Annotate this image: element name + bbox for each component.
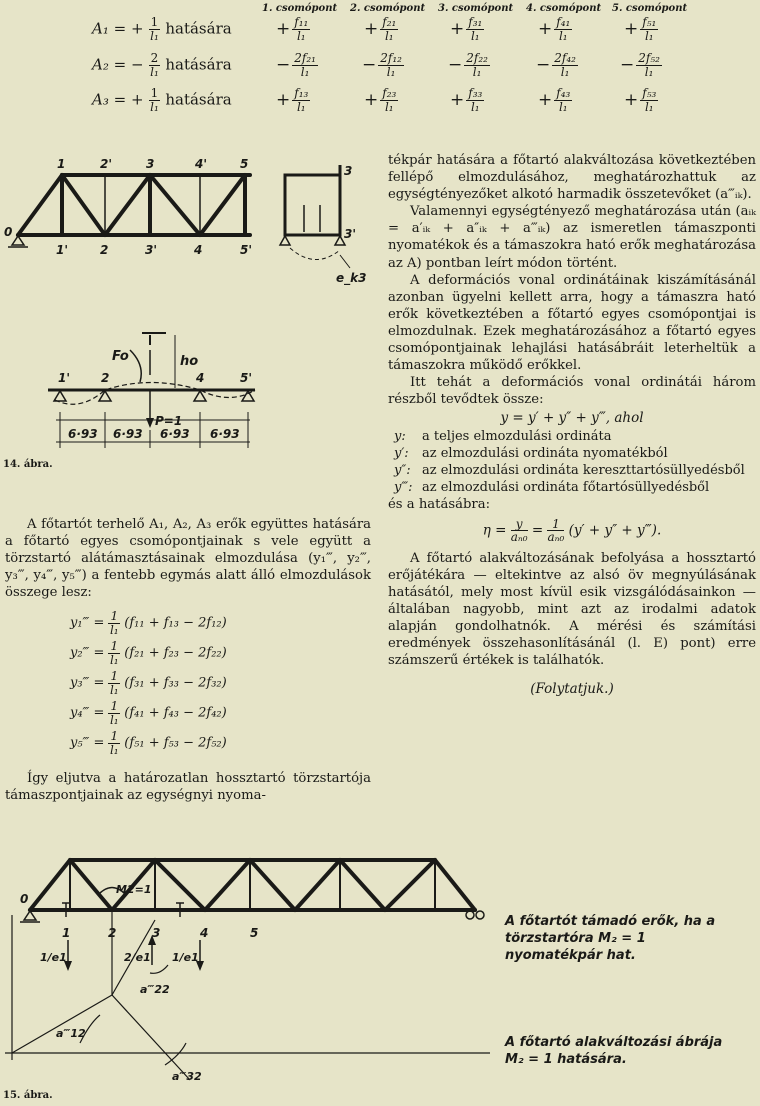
fig14-label-bottom: 5' bbox=[240, 243, 253, 257]
deformation-formula: y = y′ + y″ + y‴, ahol bbox=[500, 410, 644, 427]
list-item: y: a teljes elmozdulási ordináta bbox=[394, 429, 612, 445]
table-cell: − $\frac{\text{2f₂₂}}{\text{l₁}}$ bbox=[448, 51, 488, 79]
table-cell: + $\frac{\text{f₂₁}}{\text{l₁}}$ bbox=[364, 15, 397, 43]
col-head-5: 5. csomópont bbox=[612, 3, 688, 14]
table-cell: + $\frac{\text{f₃₁}}{\text{l₁}}$ bbox=[450, 15, 483, 43]
figure-14-caption: 14. ábra. bbox=[3, 459, 53, 470]
fig14-label-bottom: 4 bbox=[194, 243, 203, 257]
fig14-label-bottom: 1' bbox=[56, 243, 69, 257]
fig14-label-top: 2' bbox=[100, 157, 113, 171]
moment-label: M2=1 bbox=[116, 883, 152, 896]
table-cell: − $\frac{\text{2f₂₁}}{\text{l₁}}$ bbox=[276, 51, 316, 79]
beam-label: 1' bbox=[58, 371, 71, 385]
left-paragraph-2: Így eljutva a határozatlan hossztartó törzstartója támaszpontjainak az egységnyi nyoma- bbox=[5, 771, 371, 804]
force-label: 2/e1 bbox=[124, 951, 151, 964]
table-cell: − $\frac{\text{2f₄₂}}{\text{l₁}}$ bbox=[536, 51, 576, 79]
eta-formula: η = $\frac{y}{\text{aₙ₀}}$ = $\frac{1}{\text{aₙ₀}}$ (y′ + y″ + y‴). bbox=[482, 516, 662, 545]
truss-elevation bbox=[30, 860, 475, 910]
col-head-2: 2. csomópont bbox=[350, 3, 426, 14]
equation-row: y₂‴ = $\frac{1}{\text{l₁}}$ (f₂₁ + f₂₃ − 2f₂₂) bbox=[70, 639, 227, 667]
col-head-3: 3. csomópont bbox=[438, 3, 514, 14]
right-paragraph-2: Valamennyi egységtényező meghatározása után (aᵢₖ = a′ᵢₖ + a″ᵢₖ + a‴ᵢₖ) az ismeretlen támaszponti nyomatékok és a támaszokra ható erők meghatározása az A) pontban leírt módon történt. bbox=[388, 204, 756, 271]
equation-row: y₃‴ = $\frac{1}{\text{l₁}}$ (f₃₁ + f₃₃ − 2f₃₂) bbox=[70, 669, 227, 697]
load-label: P=1 bbox=[155, 414, 183, 428]
beam-label: 2 bbox=[101, 371, 110, 385]
list-item: y″: az elmozdulási ordináta kereszttartósüllyedésből bbox=[394, 463, 745, 479]
span-label: 6·93 bbox=[113, 427, 143, 441]
fig14-label-top: 5 bbox=[240, 157, 249, 171]
table-cell: − $\frac{\text{2f₅₂}}{\text{l₁}}$ bbox=[620, 51, 660, 79]
definition-list bbox=[388, 428, 756, 496]
table-cell: + $\frac{\text{f₅₃}}{\text{l₁}}$ bbox=[624, 86, 657, 114]
table-cell: + $\frac{\text{f₂₃}}{\text{l₁}}$ bbox=[364, 86, 397, 114]
section-label: 3' bbox=[344, 227, 357, 241]
fig15-node-label: 2 bbox=[108, 926, 117, 940]
right-paragraph-1: tékpár hatására a főtartó alakváltozása következtében fellépő elmozdulásához, meghatározhattuk az egységtényezőket alkotó harmadik összetevőket (a‴ᵢₖ). bbox=[388, 153, 756, 203]
figure-14 bbox=[0, 150, 380, 480]
fig15-node-label: 5 bbox=[250, 926, 259, 940]
span-label: 6·93 bbox=[68, 427, 98, 441]
span-label: 6·93 bbox=[210, 427, 240, 441]
fig15-node-label: 4 bbox=[200, 926, 209, 940]
col-head-1: 1. csomópont bbox=[262, 3, 338, 14]
force-label: 1/e1 bbox=[172, 951, 199, 964]
table-cell: + $\frac{\text{f₁₃}}{\text{l₁}}$ bbox=[276, 86, 309, 114]
fig14-label-top: 1 bbox=[57, 157, 66, 171]
right-column bbox=[388, 152, 756, 697]
figure-15-caption: 15. ábra. bbox=[3, 1090, 53, 1101]
truss-elevation bbox=[18, 175, 250, 235]
angle-label: a‴22 bbox=[140, 983, 170, 996]
table-cell: + $\frac{\text{f₅₁}}{\text{l₁}}$ bbox=[624, 15, 657, 43]
sum-equations bbox=[0, 604, 380, 757]
fig14-label-bottom: 3' bbox=[145, 243, 158, 257]
deformation-diagram bbox=[5, 910, 490, 1080]
table-cell: + $\frac{\text{f₄₃}}{\text{l₁}}$ bbox=[538, 86, 571, 114]
truss-verticals-thin bbox=[105, 175, 200, 235]
fig14-label-top: 3 bbox=[146, 157, 155, 171]
right-paragraph-5: és a hatásábra: bbox=[388, 497, 491, 513]
right-paragraph-4: Itt tehát a deformációs vonal ordinátái három részből tevődtek össze: bbox=[388, 375, 756, 408]
support-icon bbox=[20, 911, 484, 922]
table-cell: + $\frac{\text{f₄₁}}{\text{l₁}}$ bbox=[538, 15, 571, 43]
equation-row: y₅‴ = $\frac{1}{\text{l₁}}$ (f₅₁ + f₅₃ − 2f₅₂) bbox=[70, 729, 227, 757]
fig14-label-bottom: 2 bbox=[100, 243, 109, 257]
beam-label: 5' bbox=[240, 371, 253, 385]
fig15-node-label: 3 bbox=[152, 926, 161, 940]
height-label: ho bbox=[180, 354, 199, 369]
figure-15-note-2: A főtartó alakváltozási ábrája M₂ = 1 hatására. bbox=[505, 1035, 723, 1067]
fig14-label-top: 4' bbox=[195, 157, 208, 171]
fig15-node-label: 1 bbox=[62, 926, 71, 940]
span-label: 6·93 bbox=[160, 427, 190, 441]
col-head-4: 4. csomópont bbox=[526, 3, 602, 14]
table-cell: − $\frac{\text{2f₁₂}}{\text{l₁}}$ bbox=[362, 51, 402, 79]
fig15-node-label: 0 bbox=[20, 892, 29, 906]
section-label: 3 bbox=[344, 164, 353, 178]
table-row-label: A₂ = − $\frac{2}{\text{l₁}}$ hatására bbox=[92, 51, 232, 79]
right-paragraph-6: A főtartó alakváltozásának befolyása a hossztartó erőjátékára — eltekintve az alsó öv megnyúlásának hatásától, mely most kívül esik vizsgálódásainkon — általában nagyobb, mint azt az irodalmi adatok alapján gondolhatnók. A mérési és számítási eredmények összehasonlításánál (l. E) pont) erre számszerű értékek is találhatók. bbox=[388, 550, 756, 669]
section-label: e_k3 bbox=[336, 271, 367, 285]
angle-label: a‴12 bbox=[56, 1027, 86, 1040]
force-label: Fo bbox=[112, 349, 129, 364]
continued-note: (Folytatjuk.) bbox=[530, 681, 614, 698]
list-item: y‴: az elmozdulási ordináta főtartósüllyedésből bbox=[394, 480, 710, 496]
table-row-label: A₁ = + $\frac{1}{\text{l₁}}$ hatására bbox=[92, 15, 232, 43]
table-cell: + $\frac{\text{f₃₃}}{\text{l₁}}$ bbox=[450, 86, 483, 114]
equation-row: y₁‴ = $\frac{1}{\text{l₁}}$ (f₁₁ + f₁₃ − 2f₁₂) bbox=[70, 609, 227, 637]
beam-label: 4 bbox=[196, 371, 205, 385]
table-cell: + $\frac{\text{f₁₁}}{\text{l₁}}$ bbox=[276, 15, 309, 43]
cross-section bbox=[280, 164, 353, 268]
list-item: y′: az elmozdulási ordináta nyomatékból bbox=[394, 446, 668, 462]
angle-label: a‴32 bbox=[172, 1070, 202, 1083]
table-row-label: A₃ = + $\frac{1}{\text{l₁}}$ hatására bbox=[92, 86, 232, 114]
equation-row: y₄‴ = $\frac{1}{\text{l₁}}$ (f₄₁ + f₄₃ − 2f₄₂) bbox=[70, 699, 227, 727]
right-paragraph-3: A deformációs vonal ordinátáinak kiszámításánál azonban ügyelni kellett arra, hogy a támaszra ható erők következtében a főtartó egyes csomópontjai is elmozdulnak. Ezek meghatározásához a főtartó egyes csomópontjainak lehajlási hatásábráit leterheltük a támaszokra működő erőkkel. bbox=[388, 272, 756, 374]
left-paragraph-1: A főtartót terhelő A₁, A₂, A₃ erők együttes hatására a főtartó egyes csomópontjainak s vele együtt a törzstartó alátámasztásainak elmozdulása (y₁‴, y₂‴, y₃‴, y₄‴, y₅‴) a fentebb egymás alatt álló elmozdulások összege lesz: bbox=[5, 517, 371, 601]
figure-15-note-1: A főtartót támadó erők, ha a törzstartóra M₂ = 1 nyomatékpár hat. bbox=[505, 914, 716, 963]
force-label: 1/e1 bbox=[40, 951, 67, 964]
fig14-label-bottom: 0 bbox=[4, 225, 13, 239]
